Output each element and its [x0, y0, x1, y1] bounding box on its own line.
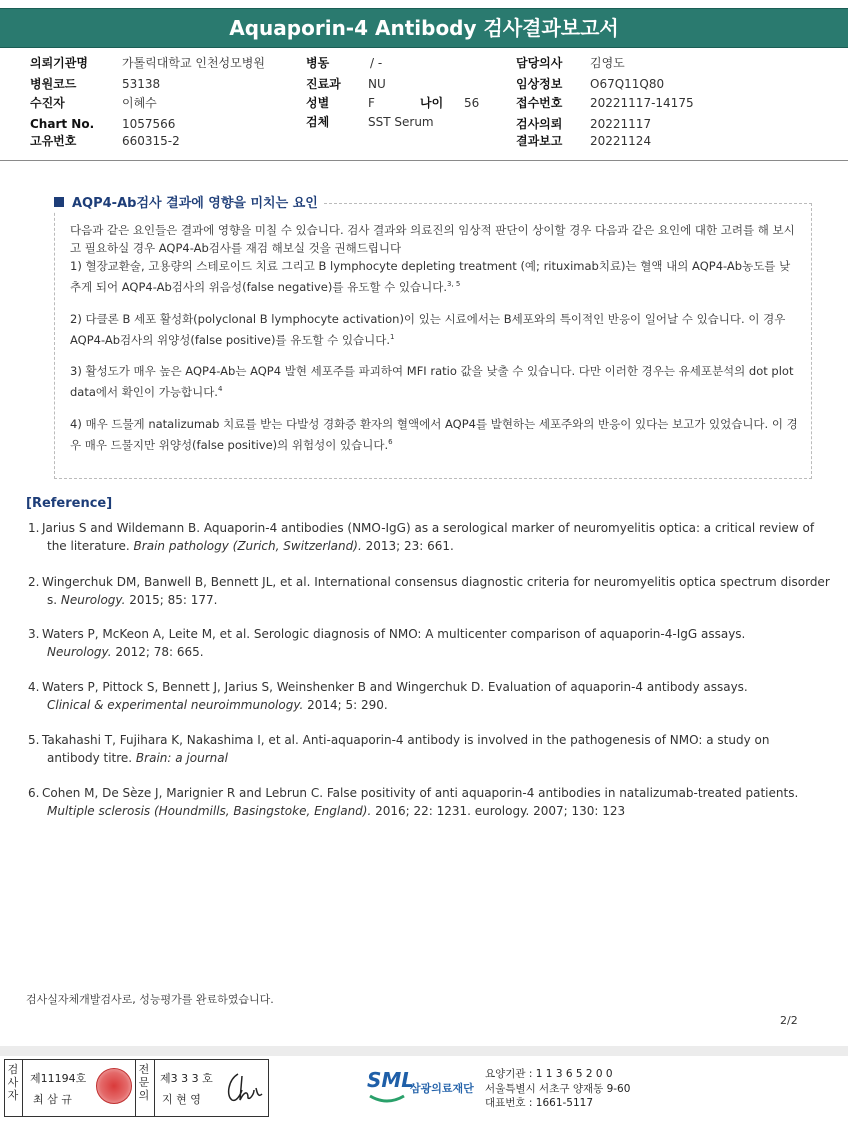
org-code: 요양기관 : 1 1 3 6 5 2 0 0	[485, 1068, 613, 1080]
factor-item-2-text: 2) 다클론 B 세포 활성화(polyclonal B lymphocyte activation)이 있는 시료에서는 B세포와의 특이적인 반응이 일어날 수 있습니다. 이 경우 AQP4-Ab검사의 위양성(false positive)를 유도할 수 있습니다.	[70, 312, 786, 347]
factors-intro: 다음과 같은 요인들은 결과에 영향을 미칠 수 있습니다. 검사 결과와 의료진의 임상적 판단이 상이할 경우 다음과 같은 요인에 대한 고려를 해 보시고 필요하실 경우 AQP4-Ab검사를 재검 해보실 것을 권해드립니다	[70, 223, 795, 255]
org-name: 삼광의료재단	[410, 1082, 474, 1095]
page-number: 2/2	[780, 1014, 798, 1027]
label-unique-id: 고유번호	[30, 134, 77, 148]
handwritten-signature	[224, 1070, 264, 1106]
report-title-bar	[0, 8, 848, 48]
factor-item-4-citation: 6	[388, 437, 393, 446]
reference-text-cont: the literature.	[47, 539, 134, 553]
value-specimen: SST Serum	[368, 115, 434, 129]
label-request-date: 검사의뢰	[516, 117, 563, 131]
reference-journal: Clinical & experimental neuroimmunology.	[47, 698, 304, 712]
reference-journal: Neurology.	[47, 645, 112, 659]
label-sex: 성별	[306, 96, 330, 110]
square-bullet-icon	[54, 197, 64, 207]
factor-item-4-text: 4) 매우 드물게 natalizumab 치료를 받는 다발성 경화증 환자의 혈액에서 AQP4를 발현하는 세포주와의 반응이 있다는 보고가 있었습니다. 이 경우 매우 드물지만 위양성(false positive)의 위험성이 있습니다.	[70, 417, 798, 452]
value-department: NU	[368, 77, 386, 91]
value-requesting-institution: 가톨릭대학교 인천성모병원	[122, 56, 265, 70]
reference-citation: 2016; 22: 1231. eurology. 2007; 130: 123	[371, 804, 626, 818]
reference-text: Wingerchuk DM, Banwell B, Bennett JL, et al. International consensus diagnostic criteria for neuromyelitis optica spectrum disorder	[42, 575, 830, 589]
footer-divider	[0, 1046, 848, 1056]
reference-text: Waters P, McKeon A, Leite M, et al. Serologic diagnosis of NMO: A multicenter comparison of aquaporin-4-IgG assays.	[42, 627, 746, 641]
value-doctor: 김영도	[590, 56, 625, 70]
signer2-label-cell	[135, 1060, 155, 1116]
label-age: 나이	[420, 96, 444, 110]
label-clinical-info: 임상정보	[516, 77, 563, 91]
signer2-license-no: 제3 3 3 호	[160, 1072, 213, 1085]
factor-item-3-citation: 4	[217, 384, 223, 393]
value-patient: 이혜수	[122, 96, 157, 110]
reference-journal: Neurology.	[60, 593, 126, 607]
label-receipt-no: 접수번호	[516, 96, 563, 110]
reference-item	[28, 573, 832, 609]
reference-journal: Multiple sclerosis (Houndmills, Basingstoke, England).	[47, 804, 372, 818]
reference-number: 2.	[28, 575, 40, 589]
reference-citation: 2012; 78: 665.	[111, 645, 204, 659]
factor-item-2-citation: 1	[390, 332, 395, 341]
header-divider	[0, 160, 848, 161]
value-report-date: 20221124	[590, 134, 652, 148]
reference-citation: 2015; 85: 177.	[125, 593, 218, 607]
value-age: 56	[464, 96, 480, 110]
org-address: 서울특별시 서초구 양재동 9-60	[485, 1082, 631, 1095]
label-doctor: 담당의사	[516, 56, 563, 70]
factor-item-3-text: 3) 활성도가 매우 높은 AQP4-Ab는 AQP4 발현 세포주를 파괴하여 MFI ratio 값을 낮출 수 있습니다. 다만 이러한 경우는 유세포분석의 dot plot data에서 확인이 가능합니다.	[70, 364, 794, 399]
signer2-role-label: 전문의	[138, 1063, 150, 1102]
label-ward: 병동	[306, 56, 330, 70]
signer1-license-no: 제11194호	[30, 1072, 87, 1085]
reference-text: Cohen M, De Sèze J, Marignier R and Lebrun C. False positivity of anti aquaporin-4 antibodies in natalizumab-treated patients.	[42, 786, 799, 800]
reference-item	[28, 519, 832, 555]
validation-note: 검사실자체개발검사로, 성능평가를 완료하였습니다.	[26, 993, 274, 1006]
label-specimen: 검체	[306, 115, 330, 129]
value-clinical-info: O67Q11Q80	[590, 77, 665, 91]
factor-item-1-citation: 3, 5	[446, 279, 461, 288]
factor-item-4	[70, 416, 800, 454]
reference-text-cont: antibody titre.	[47, 751, 136, 765]
reference-text: Waters P, Pittock S, Bennett J, Jarius S, Weinshenker B and Wingerchuk D. Evaluation of aquaporin-4 antibody assays.	[42, 680, 748, 694]
label-department: 진료과	[306, 77, 341, 91]
value-hospital-code: 53138	[122, 77, 161, 91]
official-seal-stamp	[96, 1068, 132, 1104]
factor-item-2	[70, 311, 800, 349]
reference-text: Takahashi T, Fujihara K, Nakashima I, et al. Anti-aquaporin-4 antibody is involved in the pathogenesis of NMO: a study on	[42, 733, 770, 747]
reference-number: 1.	[28, 521, 40, 535]
org-phone: 대표번호 : 1661-5117	[485, 1097, 594, 1109]
label-requesting-institution: 의뢰기관명	[30, 56, 88, 70]
reference-journal: Brain: a journal	[135, 751, 228, 765]
label-patient: 수진자	[30, 96, 65, 110]
value-unique-id: 660315-2	[122, 134, 180, 148]
signer1-role-label: 검사자	[7, 1063, 19, 1102]
factor-item-1-text: 1) 혈장교환술, 고용량의 스테로이드 치료 그리고 B lymphocyte depleting treatment (예; rituximab치료)는 혈액 내의 AQP4-Ab농도를 낮추게 되어 AQP4-Ab검사의 위음성(false negative)를 유도할 수 있습니다.	[70, 259, 791, 294]
signer1-name: 최 삼 규	[33, 1093, 72, 1106]
reference-item	[28, 678, 832, 714]
report-title: Aquaporin-4 Antibody 검사결과보고서	[229, 16, 619, 40]
reference-citation: 2013; 23: 661.	[361, 539, 454, 553]
reference-item	[28, 625, 832, 661]
reference-item	[28, 731, 832, 767]
label-chart-no: Chart No.	[30, 117, 95, 131]
sml-logo-text: SML	[367, 1068, 415, 1092]
reference-number: 3.	[28, 627, 40, 641]
signer1-label-cell	[5, 1060, 23, 1116]
factors-title	[50, 192, 324, 211]
reference-number: 5.	[28, 733, 40, 747]
reference-text-cont: s.	[47, 593, 61, 607]
value-sex: F	[368, 96, 375, 110]
reference-text: Jarius S and Wildemann B. Aquaporin-4 antibodies (NMO-IgG) as a serological marker of neuromyelitis optica: a critical review of	[42, 521, 815, 535]
factors-title-text: AQP4-Ab검사 결과에 영향을 미치는 요인	[72, 196, 318, 211]
org-address-block	[485, 1067, 630, 1111]
reference-number: 4.	[28, 680, 40, 694]
reference-citation: 2014; 5: 290.	[303, 698, 388, 712]
signer2-name: 지 현 영	[162, 1093, 201, 1106]
factor-item-3	[70, 363, 800, 401]
reference-heading: [Reference]	[26, 496, 113, 511]
reference-journal: Brain pathology (Zurich, Switzerland).	[133, 539, 362, 553]
value-chart-no: 1057566	[122, 117, 176, 131]
reference-number: 6.	[28, 786, 40, 800]
reference-item	[28, 784, 832, 820]
label-report-date: 결과보고	[516, 134, 563, 148]
value-request-date: 20221117	[590, 117, 652, 131]
value-ward: / -	[370, 56, 383, 70]
factor-item-1	[70, 258, 800, 296]
value-receipt-no: 20221117-14175	[590, 96, 694, 110]
label-hospital-code: 병원코드	[30, 77, 77, 91]
